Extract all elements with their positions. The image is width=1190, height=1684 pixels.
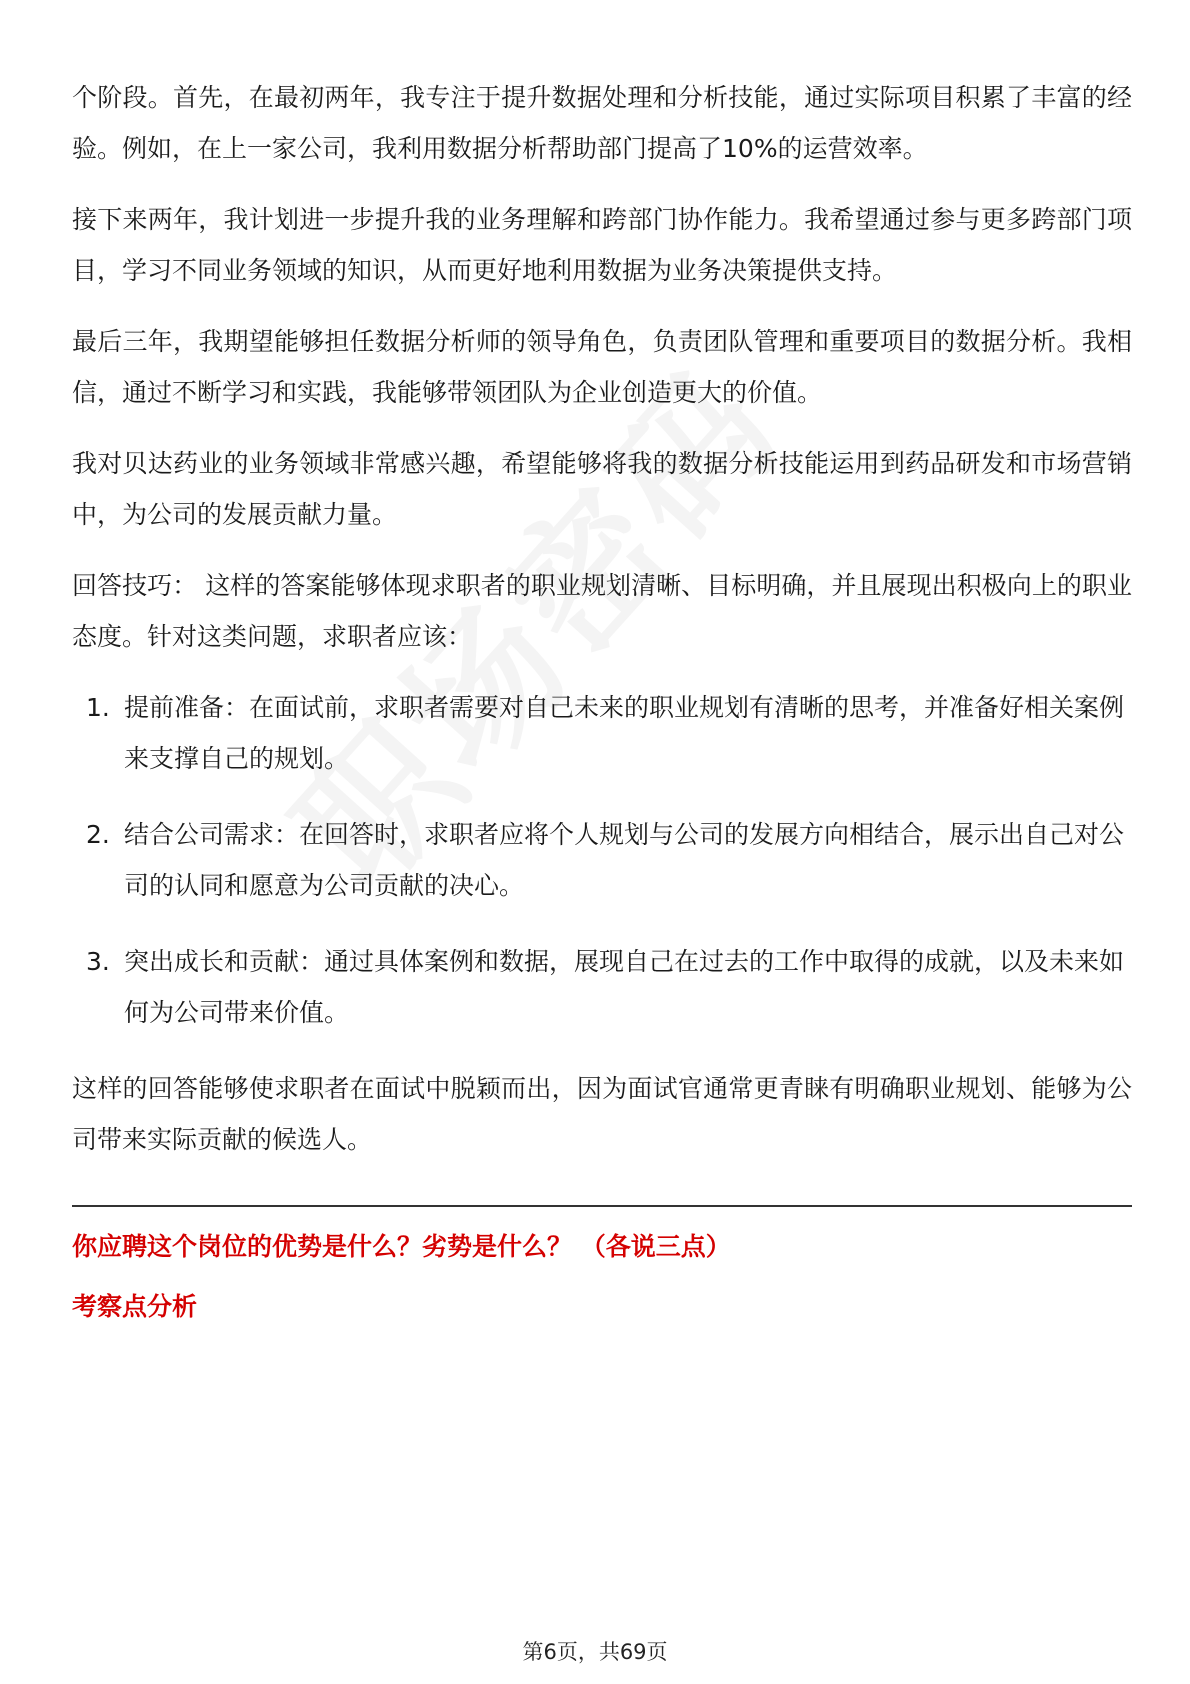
paragraph-company-interest: 我对贝达药业的业务领域非常感兴趣，希望能够将我的数据分析技能运用到药品研发和市场营销中，为公司的发展贡献力量。: [72, 449, 1132, 529]
document-page: [72, 0, 1132, 1345]
question-heading: 你应聘这个岗位的优势是什么？劣势是什么？ （各说三点）: [72, 1232, 731, 1261]
paragraph-closing: 这样的回答能够使求职者在面试中脱颖而出，因为面试官通常更青睐有明确职业规划、能够为公司带来实际贡献的候选人。: [72, 1074, 1132, 1154]
analysis-heading: 考察点分析: [72, 1292, 198, 1321]
list-item: [72, 809, 1132, 911]
paragraph-next-two-years: 接下来两年，我计划进一步提升我的业务理解和跨部门协作能力。我希望通过参与更多跨部门项目，学习不同业务领域的知识，从而更好地利用数据为业务决策提供支持。: [72, 205, 1132, 285]
list-number: 2.: [86, 820, 110, 849]
list-item-text: 提前准备：在面试前，求职者需要对自己未来的职业规划有清晰的思考，并准备好相关案例来支撑自己的规划。: [124, 693, 1125, 773]
paragraph-stages-intro: 个阶段。首先，在最初两年，我专注于提升数据处理和分析技能，通过实际项目积累了丰富的经验。例如，在上一家公司，我利用数据分析帮助部门提高了10%的运营效率。: [72, 83, 1132, 163]
section-divider: [72, 1205, 1132, 1207]
list-number: 3.: [86, 947, 110, 976]
list-item: [72, 682, 1132, 784]
page-number: 第6页，共69页: [522, 1640, 668, 1664]
list-number: 1.: [86, 693, 110, 722]
list-item-text: 结合公司需求：在回答时，求职者应将个人规划与公司的发展方向相结合，展示出自己对公司的认同和愿意为公司贡献的决心。: [124, 820, 1125, 900]
paragraph-last-three-years: 最后三年，我期望能够担任数据分析师的领导角色，负责团队管理和重要项目的数据分析。我相信，通过不断学习和实践，我能够带领团队为企业创造更大的价值。: [72, 327, 1132, 407]
paragraph-answer-tips: 回答技巧： 这样的答案能够体现求职者的职业规划清晰、目标明确，并且展现出积极向上的职业态度。针对这类问题，求职者应该：: [72, 571, 1132, 651]
list-item-text: 突出成长和贡献：通过具体案例和数据，展现自己在过去的工作中取得的成就，以及未来如何为公司带来价值。: [124, 947, 1125, 1027]
tips-list: [72, 682, 1132, 1038]
list-item: [72, 936, 1132, 1038]
